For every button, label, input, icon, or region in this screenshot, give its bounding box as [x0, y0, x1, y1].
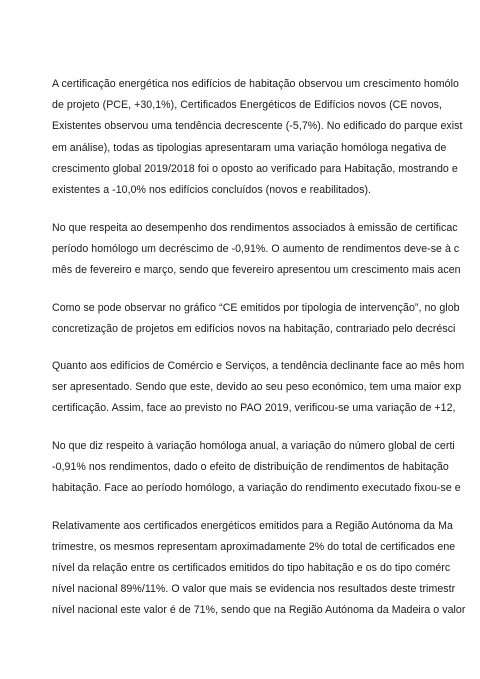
text-line: -0,91% nos rendimentos, dado o efeito de distribuição de rendimentos de habitação [52, 461, 449, 473]
text-line: ser apresentado. Sendo que este, devido ao seu peso económico, tem uma maior exp [52, 381, 462, 393]
text-line: período homólogo um decréscimo de -0,91%. O aumento de rendimentos deve-se à c [52, 243, 460, 255]
text-line: habitação. Face ao período homólogo, a variação do rendimento executado fixou-se e [52, 482, 461, 494]
text-line: Relativamente aos certificados energéticos emitidos para a Região Autónoma da Ma [52, 520, 453, 532]
text-line: No que diz respeito à variação homóloga anual, a variação do número global de certi [52, 440, 455, 452]
text-line: Como se pode observar no gráfico “CE emitidos por tipologia de intervenção”, no glob [52, 302, 460, 314]
text-line: nível da relação entre os certificados emitidos do tipo habitação e os do tipo comérc [52, 562, 451, 574]
text-line: Existentes observou uma tendência decrescente (-5,7%). No edificado do parque exist [52, 120, 463, 132]
text-line: No que respeita ao desempenho dos rendimentos associados à emissão de certificac [52, 222, 458, 234]
text-line: trimestre, os mesmos representam aproximadamente 2% do total de certificados ene [52, 541, 456, 553]
text-line: nível nacional este valor é de 71%, sendo que na Região Autónoma da Madeira o valor [52, 604, 466, 616]
text-line: certificação. Assim, face ao previsto no PAO 2019, verificou-se uma variação de +12, [52, 402, 456, 414]
text-line: Quanto aos edifícios de Comércio e Serviços, a tendência declinante face ao mês hom [52, 360, 465, 372]
text-line: A certificação energética nos edifícios de habitação observou um crescimento homólo [52, 78, 459, 90]
text-line: de projeto (PCE, +30,1%), Certificados Energéticos de Edifícios novos (CE novos, [52, 99, 442, 111]
text-line: concretização de projetos em edifícios novos na habitação, contrariado pelo decrésci [52, 323, 456, 335]
text-line: nível nacional 89%/11%. O valor que mais se evidencia nos resultados deste trimestr [52, 583, 456, 595]
text-line: mês de fevereiro e março, sendo que fevereiro apresentou um crescimento mais acen [52, 264, 461, 276]
text-line: crescimento global 2019/2018 foi o oposto ao verificado para Habitação, mostrando e [52, 163, 458, 175]
text-line: existentes a -10,0% nos edifícios concluídos (novos e reabilitados). [52, 184, 372, 196]
text-line: em análise), todas as tipologias apresentaram uma variação homóloga negativa de [52, 142, 447, 154]
